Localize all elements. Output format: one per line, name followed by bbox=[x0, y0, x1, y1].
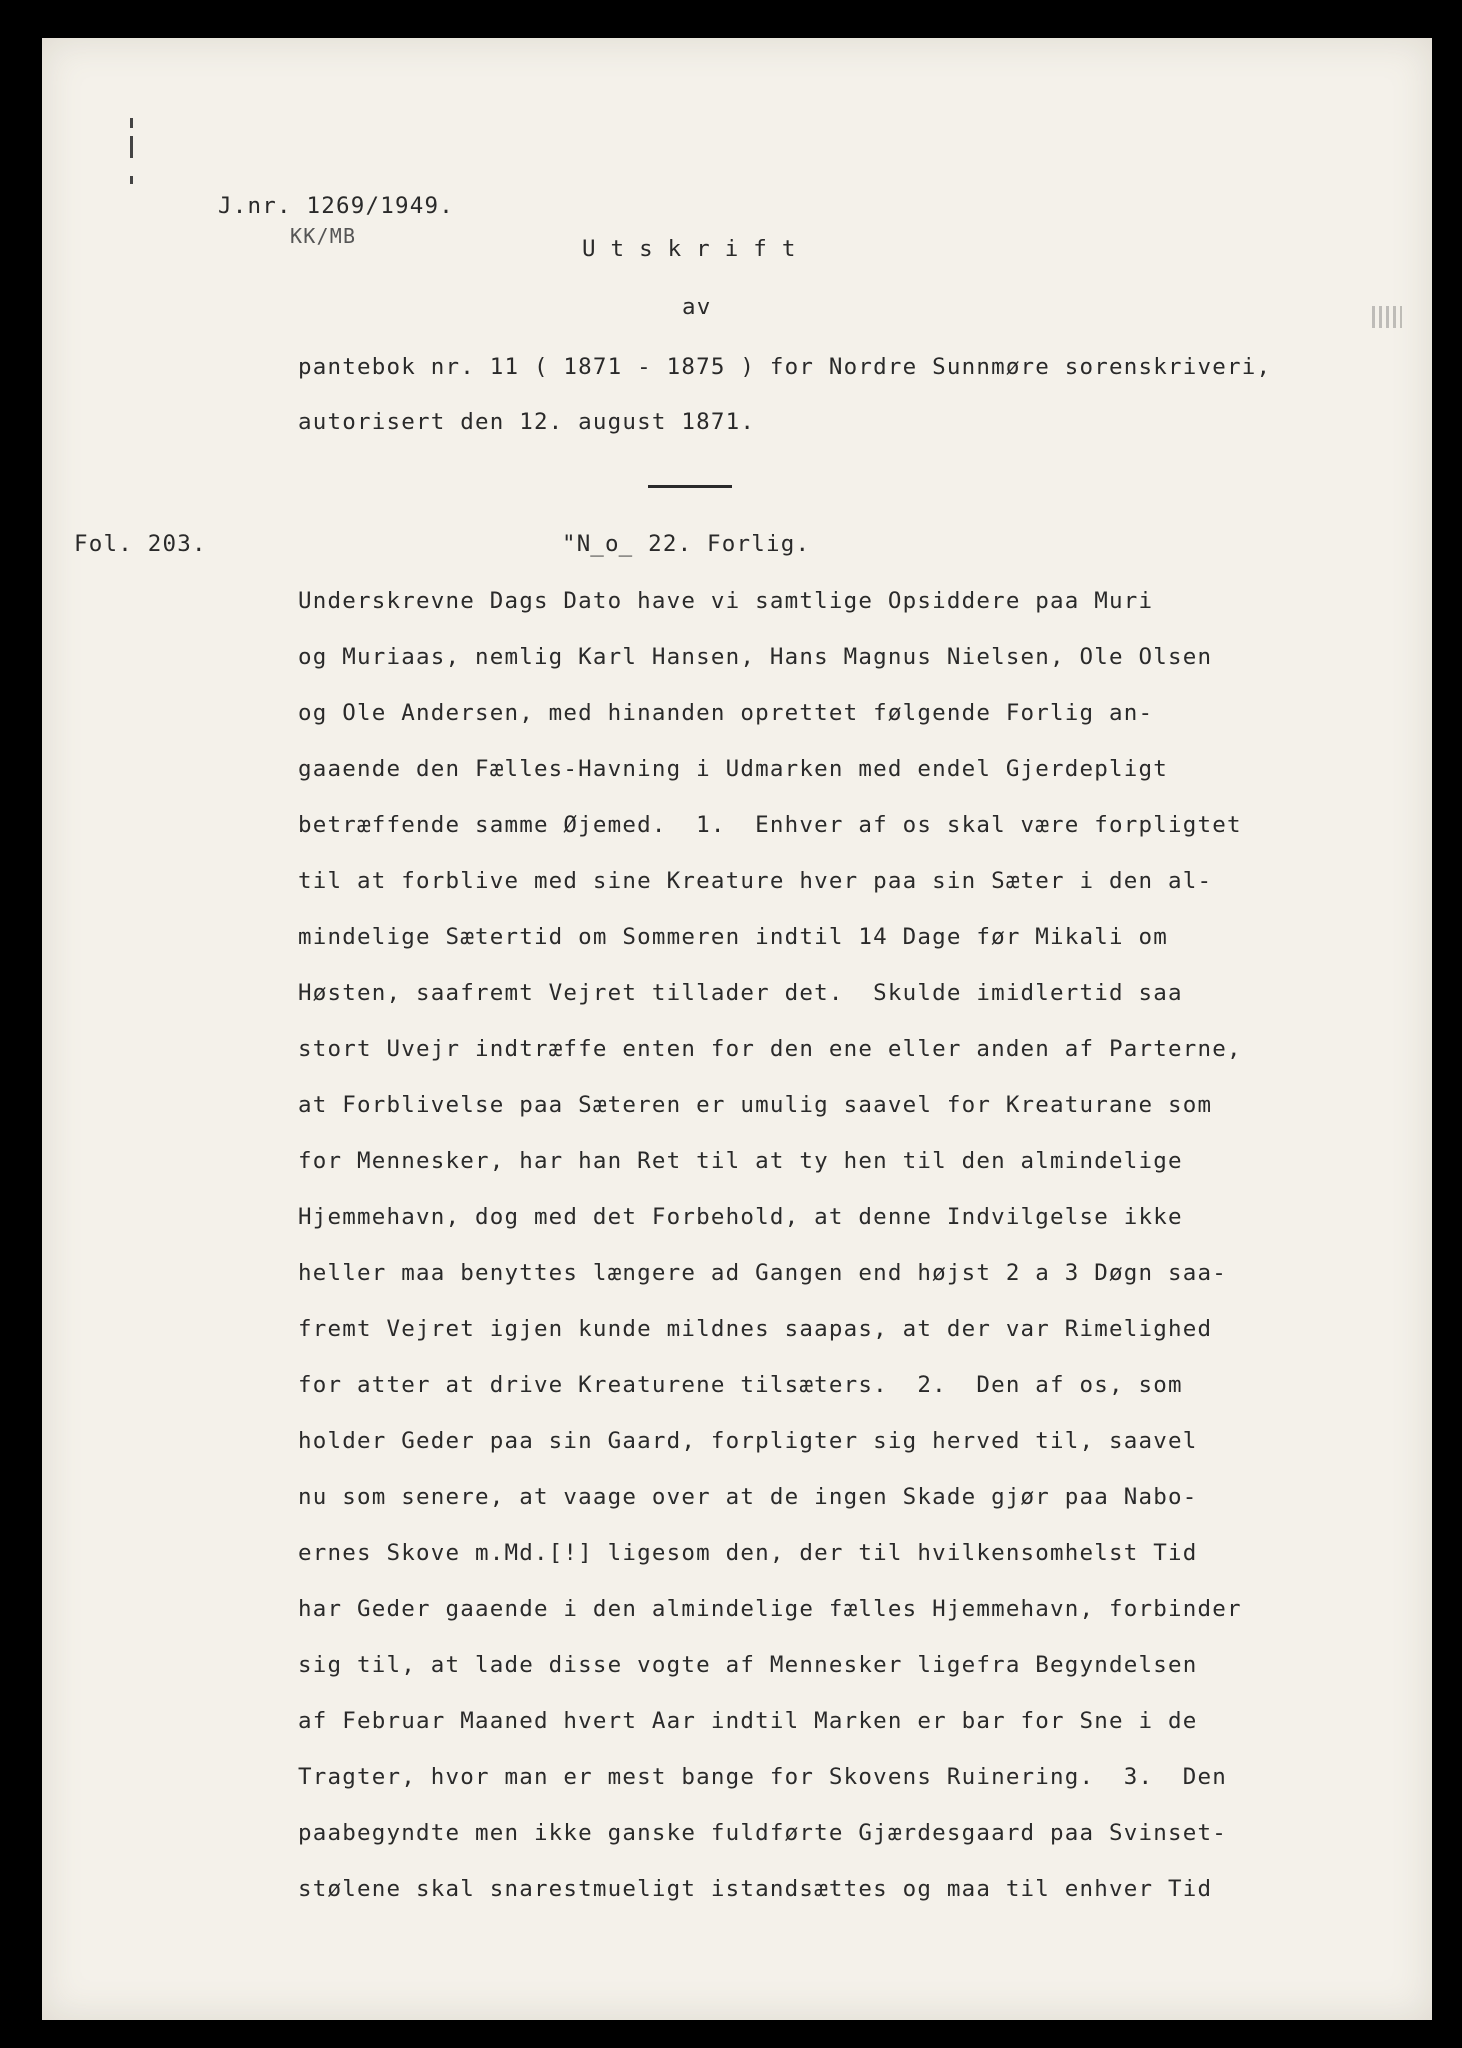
body-line: betræffende samme Øjemed. 1. Enhver af os skal være forpligtet bbox=[298, 812, 1242, 838]
body-line: heller maa benyttes længere ad Gangen end højst 2 a 3 Døgn saa- bbox=[298, 1260, 1228, 1286]
intro-line-2: autorisert den 12. august 1871. bbox=[298, 409, 756, 435]
body-line: stort Uvejr indtræffe enten for den ene eller anden af Parterne, bbox=[298, 1036, 1242, 1062]
body-line: af Februar Maaned hvert Aar indtil Marken er bar for Sne i de bbox=[298, 1708, 1198, 1734]
body-line: Underskrevne Dags Dato have vi samtlige Opsiddere paa Muri bbox=[298, 588, 1154, 614]
folio-number: Fol. 203. bbox=[74, 531, 207, 557]
document-page bbox=[42, 38, 1432, 2020]
body-line: fremt Vejret igjen kunde mildnes saapas, at der var Rimelighed bbox=[298, 1316, 1213, 1342]
document-title: Utskrift bbox=[582, 236, 811, 262]
body-line: til at forblive med sine Kreature hver paa sin Sæter i den al- bbox=[298, 868, 1213, 894]
body-line: holder Geder paa sin Gaard, forpligter sig herved til, saavel bbox=[298, 1428, 1198, 1454]
body-line: og Ole Andersen, med hinanden oprettet følgende Forlig an- bbox=[298, 700, 1154, 726]
body-line: sig til, at lade disse vogte af Mennesker ligefra Begyndelsen bbox=[298, 1652, 1198, 1678]
journal-number: J.nr. 1269/1949. bbox=[218, 193, 454, 219]
initials: KK/MB bbox=[290, 224, 357, 248]
body-line: har Geder gaaende i den almindelige fælles Hjemmehavn, forbinder bbox=[298, 1596, 1242, 1622]
body-line: og Muriaas, nemlig Karl Hansen, Hans Magnus Nielsen, Ole Olsen bbox=[298, 644, 1213, 670]
body-line: gaaende den Fælles-Havning i Udmarken med endel Gjerdepligt bbox=[298, 756, 1169, 782]
divider-rule bbox=[648, 485, 732, 488]
body-line: paabegyndte men ikke ganske fuldførte Gjærdesgaard paa Svinset- bbox=[298, 1820, 1228, 1846]
body-line: mindelige Sætertid om Sommeren indtil 14 Dage før Mikali om bbox=[298, 924, 1169, 950]
body-line: for atter at drive Kreaturene tilsæters. 2. Den af os, som bbox=[298, 1372, 1183, 1398]
body-line: stølene skal snarestmueligt istandsættes og maa til enhver Tid bbox=[298, 1876, 1213, 1902]
entry-heading: "N̲o̲ 22. Forlig. bbox=[562, 531, 811, 557]
stamp-mark bbox=[1372, 306, 1402, 328]
body-line: nu som senere, at vaage over at de ingen Skade gjør paa Nabo- bbox=[298, 1484, 1198, 1510]
title-connector: av bbox=[682, 294, 712, 320]
body-line: Tragter, hvor man er mest bange for Skovens Ruinering. 3. Den bbox=[298, 1764, 1228, 1790]
margin-marks bbox=[130, 118, 134, 188]
body-line: at Forblivelse paa Sæteren er umulig saavel for Kreaturane som bbox=[298, 1092, 1213, 1118]
body-line: for Mennesker, har han Ret til at ty hen til den almindelige bbox=[298, 1148, 1183, 1174]
body-line: ernes Skove m.Md.[!] ligesom den, der til hvilkensomhelst Tid bbox=[298, 1540, 1198, 1566]
body-line: Høsten, saafremt Vejret tillader det. Skulde imidlertid saa bbox=[298, 980, 1183, 1006]
body-line: Hjemmehavn, dog med det Forbehold, at denne Indvilgelse ikke bbox=[298, 1204, 1183, 1230]
intro-line-1: pantebok nr. 11 ( 1871 - 1875 ) for Nordre Sunnmøre sorenskriveri, bbox=[298, 354, 1272, 380]
